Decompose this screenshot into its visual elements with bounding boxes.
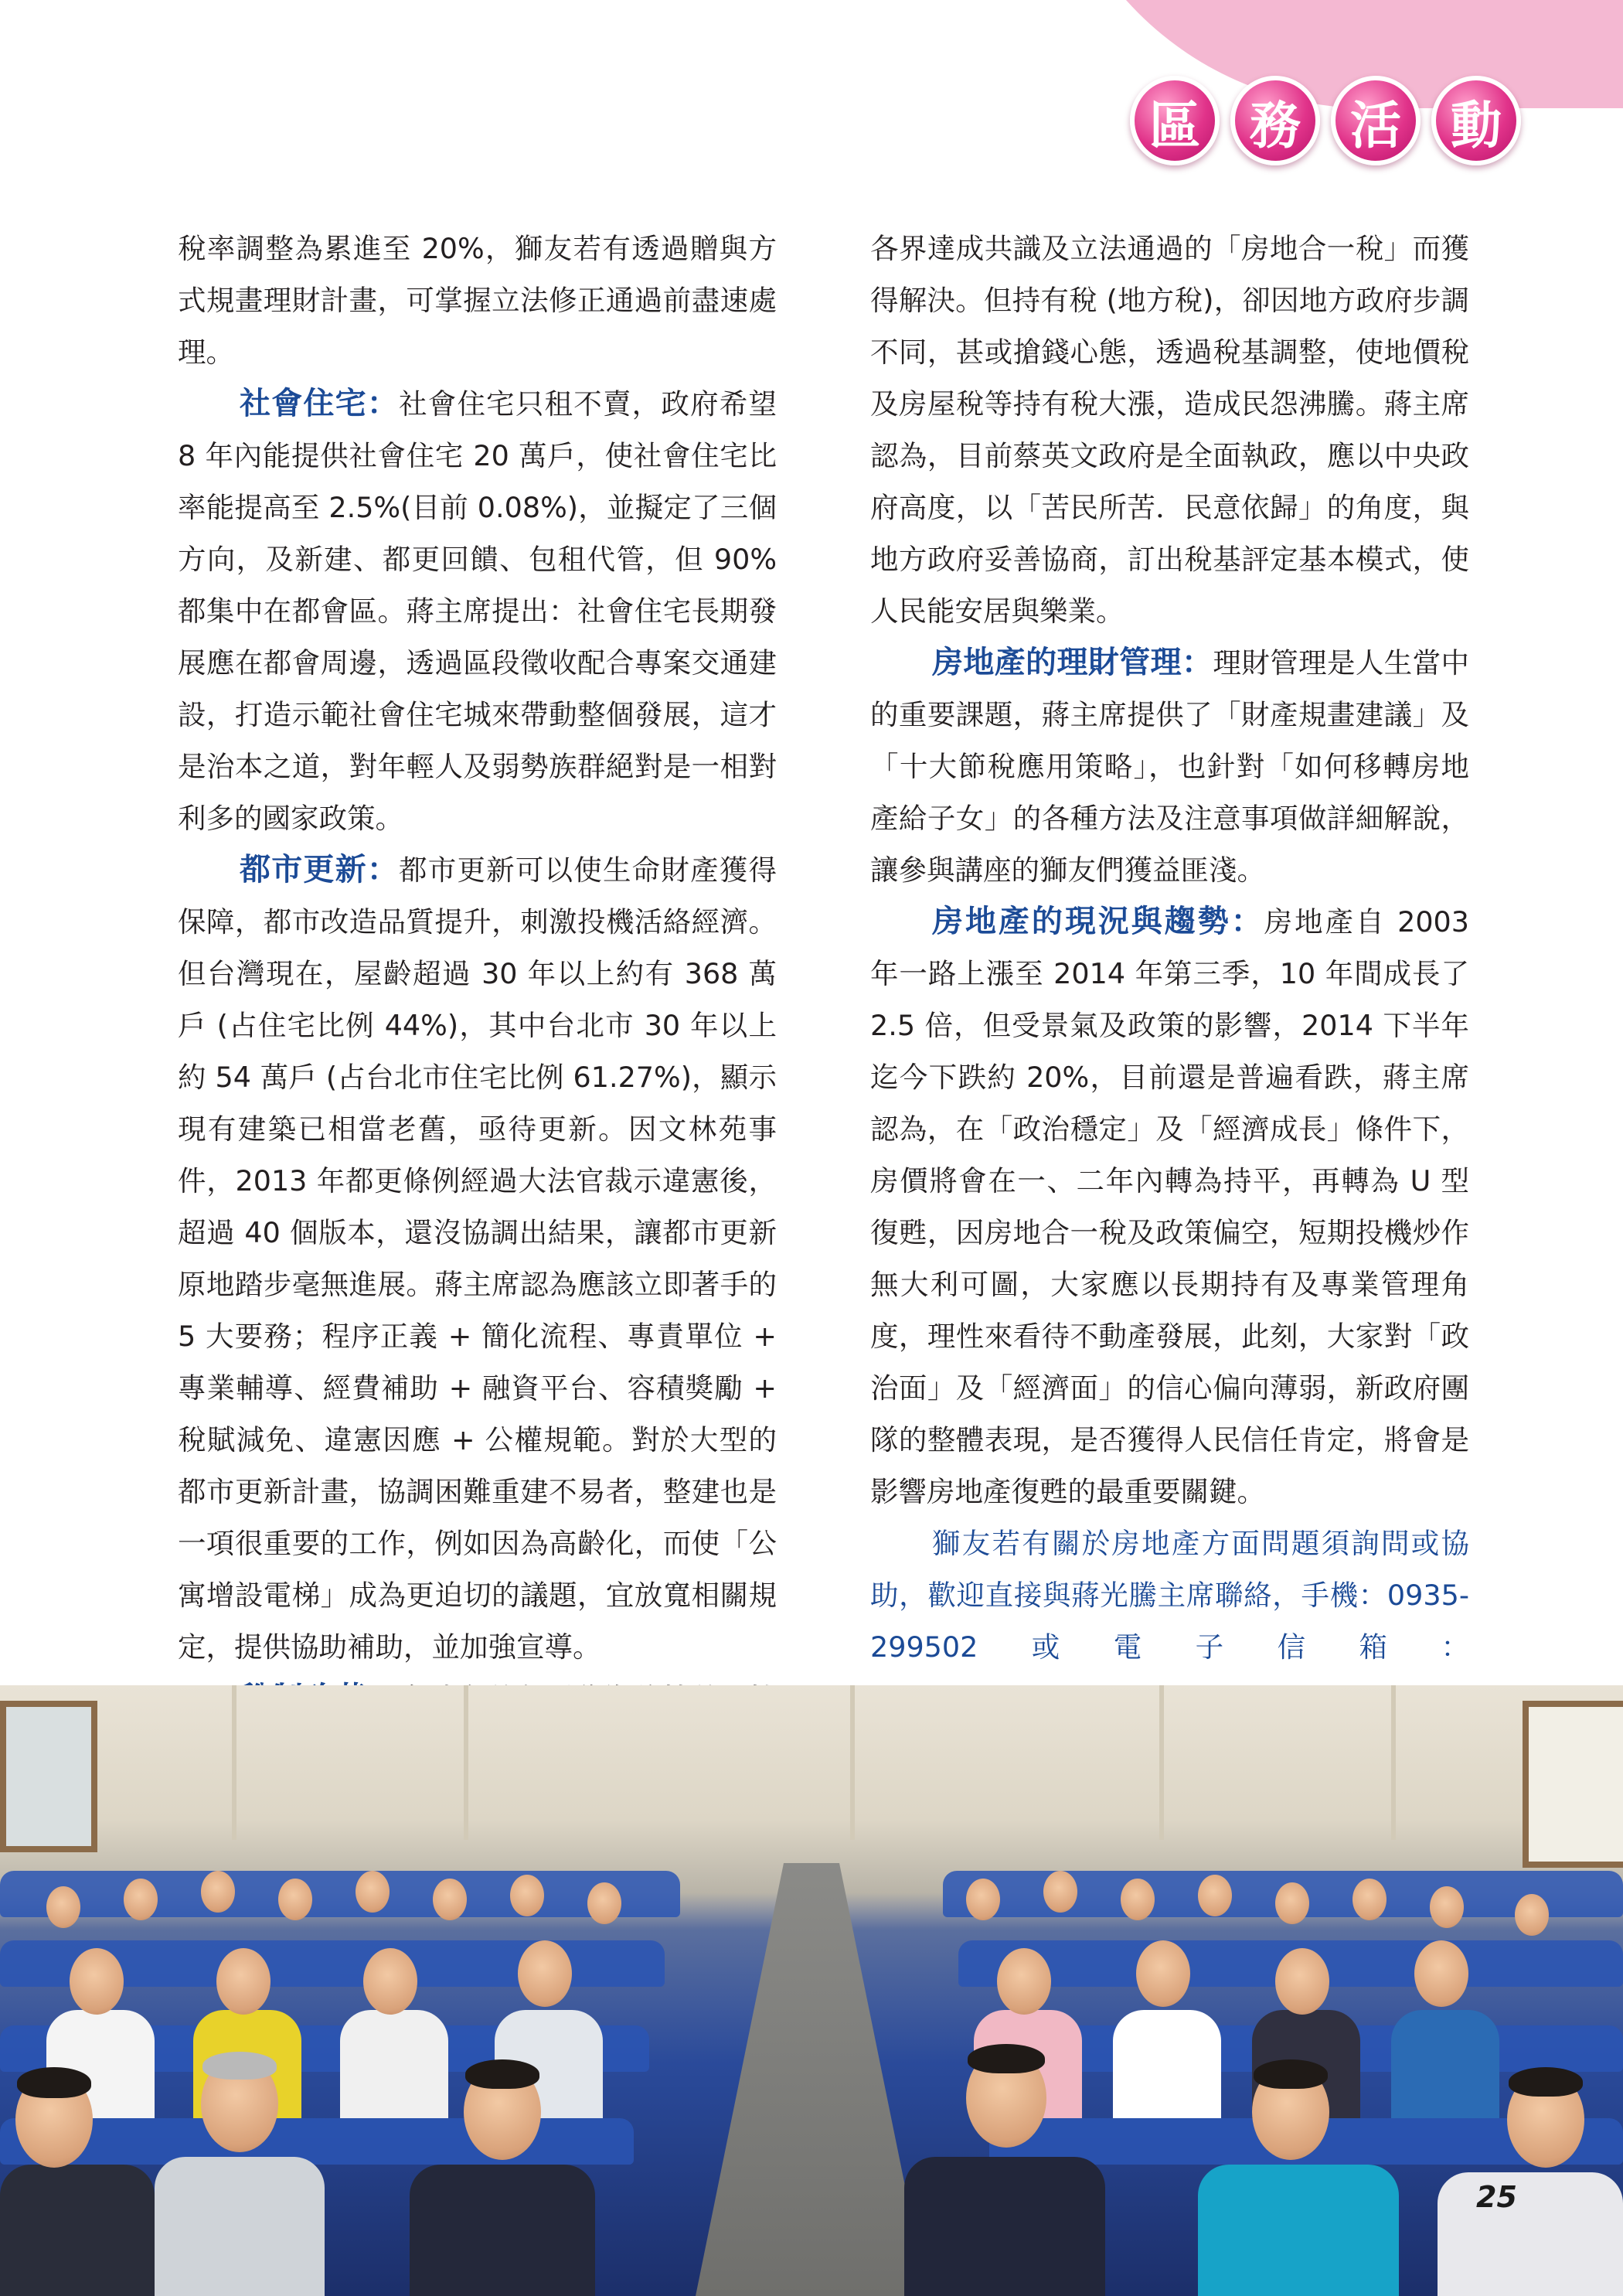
paragraph xyxy=(870,223,1469,637)
section-title-char: 務 xyxy=(1230,76,1320,165)
paragraph xyxy=(178,223,777,378)
paragraph-market-trends xyxy=(870,896,1469,1518)
paragraph-text: 稅率調整為累進至 20%，獅友若有透過贈與方式規畫理財計畫，可掌握立法修正通過前盡速處理。 xyxy=(178,232,777,369)
paragraph-text: 社會住宅只租不賣，政府希望 8 年內能提供社會住宅 20 萬戶，使社會住宅比率能提高至 2.5%(目前 0.08%)，並擬定了三個方向，及新建、都更回饋、包租代管，但 90%都集中在都會區。蔣主席提出：社會住宅長期發展應在都會周邊，透過區段徵收配合專案交通建設，打造示範社會住宅城來帶動整個發展，這才是治本之道，對年輕人及弱勢族群絕對是一相對利多的國家政策。 xyxy=(178,387,777,835)
paragraph-text: 理財管理是人生當中的重要課題，蔣主席提供了「財產規畫建議」及「十大節稅應用策略」，也針對「如何移轉房地產給子女」的各種方法及注意事項做詳細解說，讓參與講座的獅友們獲益匪淺。 xyxy=(870,646,1470,887)
left-column xyxy=(178,223,777,1777)
keyword-heading: 社會住宅： xyxy=(240,386,400,421)
keyword-heading: 房地產的現況與趨勢： xyxy=(932,904,1264,939)
section-title-char: 區 xyxy=(1130,76,1220,165)
page-number: 25 xyxy=(1476,2180,1517,2214)
paragraph-text: 房地產自 2003 年一路上漲至 2014 年第三季，10 年間成長了 2.5 倍，但受景氣及政策的影響，2014 下半年迄今下跌約 20%，目前還是普遍看跌，蔣主席認為，在「政治穩定」及「經濟成長」條件下，房價將會在一、二年內轉為持平，再轉為 U 型復甦，因房地合一稅及政策偏空，短期投機炒作無大利可圖，大家應以長期持有及專業管理角度，理性來看待不動產發展，此刻，大家對「政治面」及「經濟面」的信心偏向薄弱，新政府團隊的整體表現，是否獲得人民信任肯定，將會是影響房地產復甦的最重要關鍵。 xyxy=(870,905,1469,1508)
group-photo xyxy=(0,1685,1623,2296)
paragraph-financial-management xyxy=(870,637,1469,896)
paragraph-text: 都市更新可以使生命財產獲得保障，都市改造品質提升，刺激投機活絡經濟。但台灣現在，屋齡超過 30 年以上約有 368 萬戶 (占住宅比例 44%)，其中台北市 30 年以上約 54 萬戶 (占台北市住宅比例 61.27%)，顯示現有建築已相當老舊，亟待更新。因文林苑事件，2013 年都更條例經過大法官裁示違憲後，超過 40 個版本，還沒協調出結果，讓都市更新原地踏步毫無進展。蔣主席認為應該立即著手的 5 大要務；程序正義 + 簡化流程、專責單位 + 專業輔導、經費補助 + 融資平台、容積獎勵 + 稅賦減免、違憲因應 + 公權規範。對於大型的都市更新計畫，協調困難重建不易者，整建也是一項很重要的工作，例如因為高齡化，而使「公寓增設電梯」成為更迫切的議題，宜放寬相關規定，提供協助補助，並加強宣導。 xyxy=(178,853,777,1664)
paragraph-social-housing xyxy=(178,378,777,844)
paragraph-text: 各界達成共識及立法通過的「房地合一稅」而獲得解決。但持有稅 (地方稅)，卻因地方政府步調不同，甚或搶錢心態，透過稅基調整，使地價稅及房屋稅等持有稅大漲，造成民怨沸騰。蔣主席認為，目前蔡英文政府是全面執政，應以中央政府高度，以「苦民所苦．民意依歸」的角度，與地方政府妥善協商，訂出稅基評定基本模式，使人民能安居與樂業。 xyxy=(870,232,1469,628)
right-column xyxy=(870,223,1469,1725)
keyword-heading: 房地產的理財管理： xyxy=(932,645,1213,680)
section-title-char: 動 xyxy=(1431,76,1521,165)
keyword-heading: 都市更新： xyxy=(240,852,400,887)
section-title-char: 活 xyxy=(1331,76,1421,165)
section-title xyxy=(1130,76,1521,165)
contact-paragraph: 獅友若有關於房地產方面問題須詢問或協助，歡迎直接與蔣光騰主席聯絡，手機：0935-299502或電子信箱： xyxy=(870,1527,1469,1664)
paragraph-urban-renewal xyxy=(178,844,777,1673)
